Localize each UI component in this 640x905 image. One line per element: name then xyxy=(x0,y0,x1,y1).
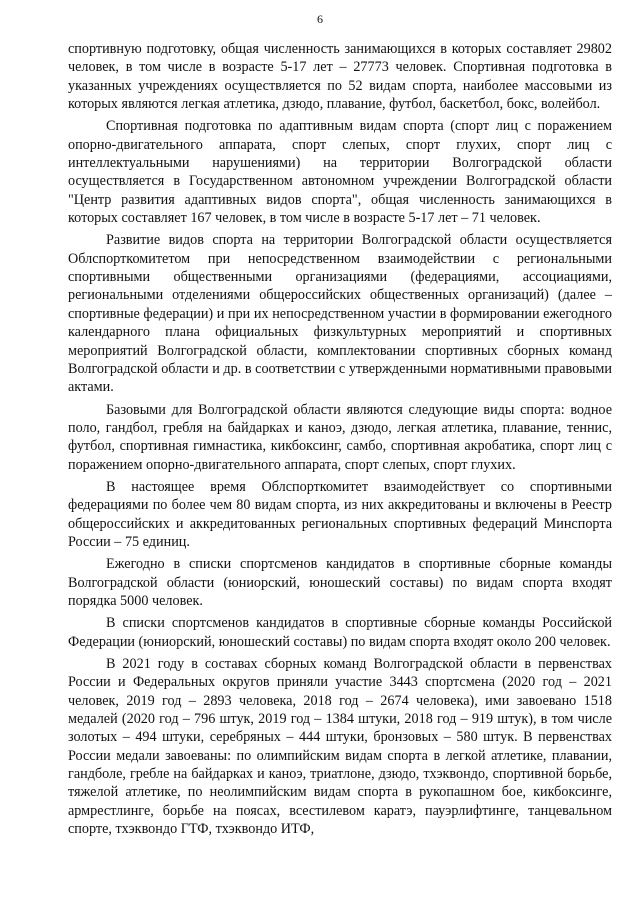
page-number: 6 xyxy=(317,12,323,26)
paragraph-basic-sports: Базовыми для Волгоградской области являются следующие виды спорта: водное поло, гандбол, гребля на байдарках и каноэ, дзюдо, легкая атлетика, плавание, теннис, футбол, спортивная гимнастика, кикбоксинг, самбо, спортивная акробатика, спорт лиц с поражением опорно-двигательного аппарата, спорт слепых, спорт глухих. xyxy=(68,401,612,473)
paragraph-adaptive-sports: Спортивная подготовка по адаптивным видам спорта (спорт лиц с поражением опорно-двигательного аппарата, спорт слепых, спорт глухих, спорт лиц с интеллектуальными нарушениями) на территории Волгоградской области осуществляется в Государственном автономном учреждении Волгоградской области "Центр развития адаптивных видов спорта", общая численность занимающихся в которых составляет 167 человек, в том числе в возрасте 5-17 лет – 71 человек. xyxy=(68,118,612,227)
paragraph-sports-development: Развитие видов спорта на территории Волгоградской области осуществляется Облспорткомитетом при непосредственном взаимодействии с региональными спортивными общественными организациями (федерациями, ассоциациями, региональными отделениями общероссийских общественных организаций) (далее – спортивные федерации) и при их непосредственном участии в формировании ежегодного календарного плана официальных физкультурных мероприятий и спортивных мероприятий Волгоградской области, комплектовании спортивных сборных команд Волгоградской области и др. в соответствии с утвержденными нормативными правовыми актами. xyxy=(68,232,612,396)
paragraph-continuation: спортивную подготовку, общая численность занимающихся в которых составляет 29802 человек, в том числе в возрасте 5-17 лет – 27773 человек. Спортивная подготовка в указанных учреждениях осуществляется по 52 видам спорта, наиболее массовыми из которых являются легкая атлетика, дзюдо, плавание, футбол, баскетбол, бокс, волейбол. xyxy=(68,41,612,113)
document-body xyxy=(68,40,612,842)
paragraph-regional-candidates: Ежегодно в списки спортсменов кандидатов в спортивные сборные команды Волгоградской области (юниорский, юношеский составы) по видам спорта входят порядка 5000 человек. xyxy=(68,556,612,609)
paragraph-2021-results: В 2021 году в составах сборных команд Волгоградской области в первенствах России и Федеральных округов приняли участие 3443 спортсмена (2020 год – 2021 человек, 2019 год – 2893 человека, 2018 год – 2674 человека), ими завоевано 1518 медалей (2020 год – 796 штук, 2019 год – 1384 штуки, 2018 год – 919 штук), в том числе золотых – 494 штуки, серебряных – 444 штуки, бронзовых – 580 штук. В первенствах России медали завоеваны: по олимпийским видам спорта в легкой атлетике, плавании, гандболе, гребле на байдарках и каноэ, триатлоне, дзюдо, тхэквондо, спортивной борьбе, тяжелой атлетике, по неолимпийским видам спорта в рукопашном бое, кикбоксинге, армрестлинге, борьбе на поясах, всестилевом каратэ, пауэрлифтинге, танцевальном спорте, тхэквондо ГТФ, тхэквондо ИТФ, xyxy=(68,656,612,838)
paragraph-federations: В настоящее время Облспорткомитет взаимодействует со спортивными федерациями по более чем 80 видам спорта, из них аккредитованы и включены в Реестр общероссийских и аккредитованных региональных спортивных федераций Минспорта России – 75 единиц. xyxy=(68,478,612,550)
paragraph-national-candidates: В списки спортсменов кандидатов в спортивные сборные команды Российской Федерации (юниорский, юношеский составы) по видам спорта входят около 200 человек. xyxy=(68,615,612,650)
